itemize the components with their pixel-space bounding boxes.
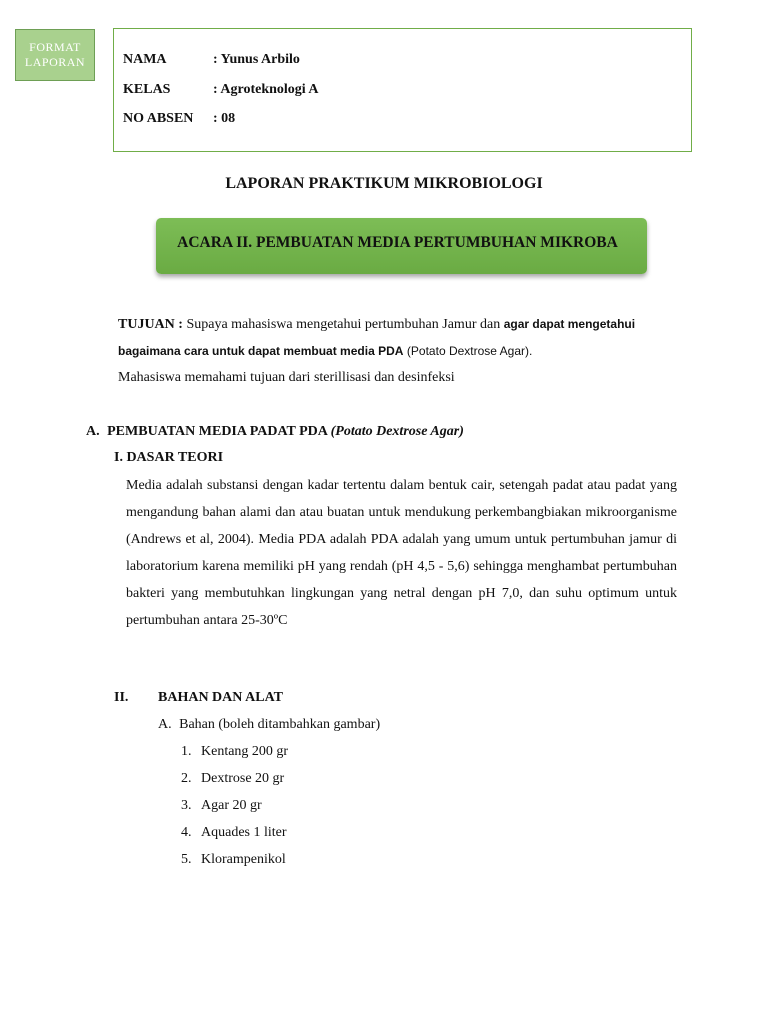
tujuan-text-sans-3: (Potato Dextrose Agar). xyxy=(406,344,533,358)
kelas-label: KELAS xyxy=(123,82,171,97)
section-a-title: PEMBUATAN MEDIA PADAT PDA xyxy=(107,424,328,439)
absen-row xyxy=(123,111,235,127)
dasar-teori-paragraph: Media adalah substansi dengan kadar tertentu dalam bentuk cair, setengah padat atau padat yang mengandung bahan alami dan atau buatan untuk mendukung perkembangbiakan mikroorganisme (Andrews et al, 2004). Media PDA adalah PDA adalah yang umum untuk pertumbuhan jamur di laboratorium karena memiliki pH yang rendah (pH 4,5 - 5,6) sehingga menghambat pertumbuhan bakteri yang membutuhkan lingkungan yang netral dengan pH 7,0, dan suhu optimum untuk pertumbuhan antara 25-30ºC xyxy=(126,478,677,628)
list-item-text: Klorampenikol xyxy=(201,852,286,867)
list-item-number: 4. xyxy=(181,825,192,840)
tujuan-text-sans-1: agar dapat mengetahui xyxy=(503,317,636,331)
tujuan-line-1 xyxy=(118,317,635,333)
tujuan-text-serif: Supaya mahasiswa mengetahui pertumbuhan Jamur dan xyxy=(186,317,501,332)
nama-value: : Yunus Arbilo xyxy=(213,52,300,67)
report-title: LAPORAN PRAKTIKUM MIKROBIOLOGI xyxy=(225,175,543,192)
list-item xyxy=(181,771,284,787)
tujuan-line-2 xyxy=(118,344,532,360)
section-a-heading xyxy=(86,424,464,440)
bahan-sub-marker: A. xyxy=(158,717,172,732)
list-item xyxy=(181,798,262,814)
list-item-number: 5. xyxy=(181,852,192,867)
kelas-row xyxy=(123,82,319,98)
section-a-marker: A. xyxy=(86,424,100,439)
nama-row xyxy=(123,52,300,68)
absen-label: NO ABSEN xyxy=(123,111,194,126)
identity-box xyxy=(113,28,692,152)
list-item xyxy=(181,825,287,841)
list-item-number: 1. xyxy=(181,744,192,759)
acara-banner-text: ACARA II. PEMBUATAN MEDIA PERTUMBUHAN MIKROBA xyxy=(177,234,618,251)
bahan-alat-heading: BAHAN DAN ALAT xyxy=(158,690,283,705)
kelas-value: : Agroteknologi A xyxy=(213,82,319,97)
list-item-text: Kentang 200 gr xyxy=(201,744,289,759)
bahan-alat-marker: II. xyxy=(114,690,129,705)
dasar-teori-heading: I. DASAR TEORI xyxy=(114,450,224,465)
tujuan-text-sans-2: bagaimana cara untuk dapat membuat media PDA xyxy=(118,344,404,358)
absen-value: : 08 xyxy=(213,111,236,126)
list-item-text: Dextrose 20 gr xyxy=(201,771,285,786)
list-item-text: Aquades 1 liter xyxy=(201,825,287,840)
list-item-number: 2. xyxy=(181,771,192,786)
bahan-sub-heading: Bahan (boleh ditambahkan gambar) xyxy=(179,717,381,732)
list-item xyxy=(181,744,288,760)
bahan-subheading xyxy=(158,717,380,733)
format-laporan-tag xyxy=(15,29,95,81)
nama-label: NAMA xyxy=(123,52,167,67)
tujuan-line-3: Mahasiswa memahami tujuan dari sterillisasi dan desinfeksi xyxy=(118,370,455,385)
tujuan-label: TUJUAN : xyxy=(118,317,183,332)
list-item-number: 3. xyxy=(181,798,192,813)
section-a-title-italic: (Potato Dextrose Agar) xyxy=(330,424,464,439)
format-tag-line1: FORMAT xyxy=(29,40,81,54)
format-tag-line2: LAPORAN xyxy=(24,55,86,69)
list-item xyxy=(181,852,286,868)
list-item-text: Agar 20 gr xyxy=(201,798,262,813)
